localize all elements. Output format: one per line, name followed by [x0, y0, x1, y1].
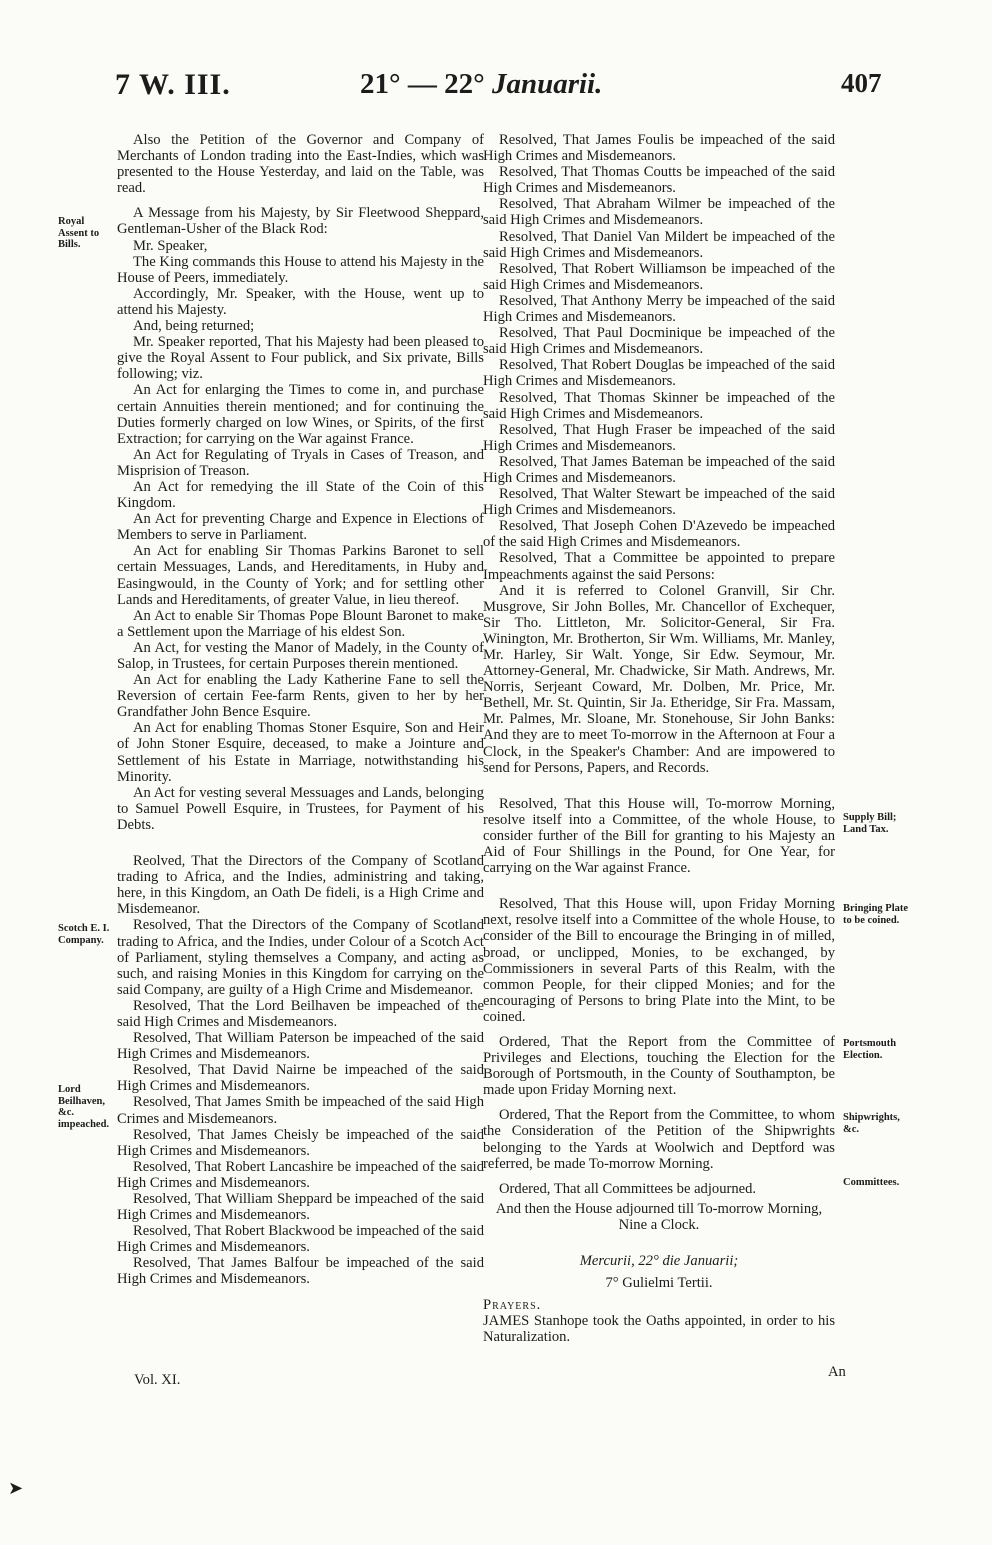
paragraph: An Act to enable Sir Thomas Pope Blount Baronet to make a Settlement upon the Marriage of his eldest Son. — [117, 607, 484, 640]
paragraph: An Act for vesting several Messuages and Lands, belonging to Samuel Powell Esquire, in Trustees, for Payment of his Debts. — [117, 784, 484, 833]
paragraph: An Act for enabling Sir Thomas Parkins Baronet to sell certain Messuages, Lands, and Hereditaments, in Huby and Easingwould, in the County of York; and for settling other Lands and Hereditaments, of greater Value, in lieu thereof. — [117, 543, 484, 608]
header-center — [360, 68, 602, 101]
paragraph: Resolved, That a Committee be appointed to prepare Impeachments against the said Persons: — [483, 550, 835, 583]
paragraph: Mr. Speaker reported, That his Majesty had been pleased to give the Royal Assent to Four publick, and Six private, Bills following; viz. — [117, 334, 484, 383]
paragraph: Resolved, That Robert Lancashire be impeached of the said High Crimes and Misdemeanors. — [117, 1158, 484, 1191]
paragraph: Resolved, That William Paterson be impeached of the said High Crimes and Misdemeanors. — [117, 1030, 484, 1063]
paragraph: Resolved, That Daniel Van Mildert be impeached of the said High Crimes and Misdemeanors. — [483, 228, 835, 261]
paragraph: Ordered, That all Committees be adjourned. — [499, 1180, 757, 1197]
paragraph: Ordered, That the Report from the Committee, to whom the Consideration of the Petition of the Shipwrights belonging to the Yards at Woolwich and Deptford was referred, be made To-morrow Morning. — [483, 1107, 835, 1172]
margin-note-plate: Bringing Plate to be coined. — [843, 903, 909, 926]
paragraph: Also the Petition of the Governor and Company of Merchants of London trading into the East-Indies, which was presented to the House Yesterday, and laid on the Table, was read. — [117, 132, 484, 197]
page-number: 407 — [841, 68, 882, 98]
margin-note-royal-assent: Royal Assent to Bills. — [58, 216, 100, 250]
paragraph: Resolved, That Abraham Wilmer be impeached of the said High Crimes and Misdemeanors. — [483, 196, 835, 229]
paragraph: Resolved, That Robert Douglas be impeached of the said High Crimes and Misdemeanors. — [483, 357, 835, 390]
paragraph: An Act for enabling the Lady Katherine Fane to sell the Reversion of certain Fee-farm Rents, given to her by her Grandfather John Bence Esquire. — [117, 672, 484, 721]
paragraph: Resolved, That Anthony Merry be impeached of the said High Crimes and Misdemeanors. — [483, 292, 835, 326]
paragraph: Resolved, That Paul Docminique be impeached of the said High Crimes and Misdemeanors. — [483, 325, 835, 358]
paragraph: And, being returned; — [133, 318, 255, 335]
right-column — [483, 132, 835, 1345]
paragraph: An Act for enabling Thomas Stoner Esquire, Son and Heir of John Stoner Esquire, deceased, to make a Jointure and Settlement of his Estate in Marriage, notwithstanding his Minority. — [117, 720, 484, 785]
margin-note-committees: Committees. — [843, 1177, 900, 1188]
paragraph: Resolved, That Thomas Skinner be impeached of the said High Crimes and Misdemeanors. — [483, 389, 835, 422]
paragraph: An Act for Regulating of Tryals in Cases of Treason, and Misprision of Treason. — [117, 446, 484, 479]
catchword: An — [828, 1364, 846, 1380]
left-column — [117, 132, 484, 1288]
paragraph: An Act for preventing Charge and Expence in Elections of Members to serve in Parliament. — [117, 511, 484, 544]
paragraph: An Act for enlarging the Times to come in, and purchase certain Annuities therein mentioned; and for continuing the Duties formerly charged on low Wines, or Spirits, of the first Extraction; for carrying on the War against France. — [117, 382, 484, 447]
margin-note-portsmouth: Portsmouth Election. — [843, 1038, 897, 1061]
paragraph: Resolved, That Hugh Fraser be impeached of the said High Crimes and Misdemeanors. — [483, 421, 835, 454]
page-header — [0, 64, 992, 114]
header-month: Januarii. — [491, 68, 603, 100]
paragraph: Resolved, That David Nairne be impeached of the said High Crimes and Misdemeanors. — [117, 1062, 484, 1095]
paragraph: Resolved, That James Bateman be impeached of the said High Crimes and Misdemeanors. — [483, 453, 835, 486]
paragraph: Resolved, That James Smith be impeached of the said High Crimes and Misdemeanors. — [117, 1094, 484, 1127]
paragraph: Resolved, That Robert Williamson be impeached of the said High Crimes and Misdemeanors. — [483, 260, 835, 293]
signature-mark: Vol. XI. — [134, 1372, 181, 1388]
margin-arrow-icon: ➤ — [8, 1478, 24, 1498]
paragraph: Resolved, That this House will, To-morrow Morning, resolve itself into a Committee, of the whole House, to consider further of the Bill for granting to his Majesty an Aid of Four Shillings in the Pound, for One Year, for carrying on the War against France. — [483, 795, 835, 877]
paragraph: An Act for remedying the ill State of the Coin of this Kingdom. — [117, 478, 484, 512]
paragraph: Resolved, That Thomas Coutts be impeached of the said High Crimes and Misdemeanors. — [483, 164, 835, 197]
margin-note-scotch: Scotch E. I. Company. — [58, 923, 110, 946]
paragraph: Ordered, That the Report from the Committee of Privileges and Elections, touching the Election for the Borough of Portsmouth, in the County of Southampton, be made upon Friday Morning next. — [483, 1033, 835, 1099]
paragraph: Resolved, That James Balfour be impeached of the said High Crimes and Misdemeanors. — [117, 1255, 484, 1288]
paragraph: Accordingly, Mr. Speaker, with the House, went up to attend his Majesty. — [117, 285, 484, 318]
margin-note-supply: Supply Bill; Land Tax. — [843, 812, 897, 835]
prayers-heading: Prayers. — [483, 1297, 542, 1314]
header-left: 7 W. III. — [115, 68, 231, 101]
paragraph: Resolved, That William Sheppard be impeached of the said High Crimes and Misdemeanors. — [117, 1191, 484, 1224]
paragraph: An Act, for vesting the Manor of Madely, in the County of Salop, in Trustees, for certain Purposes therein mentioned. — [117, 639, 484, 672]
paragraph: And it is referred to Colonel Granvill, Sir Chr. Musgrove, Sir John Bolles, Mr. Chancellor of Exchequer, Sir Tho. Littleton, Mr. Solicitor-General, Sir Fra. Winington, Mr. Brotherton, Sir Wm. Williams, Mr. Manley, Mr. Harley, Sir Walt. Yonge, Sir Edw. Seymour, Mr. Attorney-General, Mr. Chadwicke, Sir Math. Andrews, Mr. Norris, Serjeant Coward, Mr. Dolben, Mr. Price, Mr. Bethell, Mr. St. Quintin, Sir Ja. Etheridge, Sir Fra. Massam, Mr. Palmes, Mr. Sloane, Mr. Stonehouse, Sir John Banks: And they are to meet To-morrow in the Afternoon at Four a Clock, in the Speaker's Chamber: And are impowered to send for Persons, Papers, and Records. — [483, 582, 835, 776]
paragraph: Resolved, That Walter Stewart be impeached of the said High Crimes and Misdemeanors. — [483, 486, 835, 519]
paragraph: Resolved, That Joseph Cohen D'Azevedo be impeached of the said High Crimes and Misdemeanors. — [483, 518, 835, 551]
margin-note-shipwrights: Shipwrights, &c. — [843, 1112, 900, 1135]
paragraph: Resolved, That this House will, upon Friday Morning next, resolve itself into a Committee of the whole House, to consider of the Bill to encourage the Bringing in of milled, broad, or unclipped, Monies, to be exchanged, by Commissioners in several Parts of this Realm, with the common People, for their clipped Monies; and for the encouraging of Persons to bring Plate into the Mint, to be coined. — [483, 896, 835, 1025]
margin-note-beilhaven: Lord Beilhaven, &c. impeached. — [58, 1084, 110, 1130]
paragraph: Mr. Speaker, — [133, 237, 208, 254]
paragraph: Resolved, That James Cheisly be impeached of the said High Crimes and Misdemeanors. — [117, 1126, 484, 1159]
paragraph: Resolved, That James Foulis be impeached of the said High Crimes and Misdemeanors. — [483, 132, 835, 165]
paragraph: The King commands this House to attend his Majesty in the House of Peers, immediately. — [117, 253, 484, 286]
regnal-year: 7° Gulielmi Tertii. — [605, 1275, 713, 1292]
paragraph: Resolved, That the Directors of the Company of Scotland trading to Africa, and the Indies, under Colour of a Scotch Act of Parliament, styling themselves a Company, and acting as such, and raising Monies in this Kingdom for carrying on the said Company, are guilty of a High Crime and Misdemeanor. — [117, 917, 484, 998]
adjournment: And then the House adjourned till To-morrow Morning, Nine a Clock. — [495, 1200, 823, 1233]
paragraph: Reolved, That the Directors of the Company of Scotland trading to Africa, and the Indies, administring and taking, here, in this Kingdom, an Oath De fideli, is a High Crime and Misdemeanor. — [117, 853, 484, 918]
paragraph: Resolved, That the Lord Beilhaven be impeached of the said High Crimes and Misdemeanors. — [117, 997, 484, 1030]
paragraph: A Message from his Majesty, by Sir Fleetwood Sheppard, Gentleman-Usher of the Black Rod: — [117, 205, 484, 238]
naturalization-paragraph: JAMES Stanhope took the Oaths appointed, in order to his Naturalization. — [483, 1313, 835, 1346]
header-dates: 21° — 22° — [360, 68, 485, 100]
date-heading: Mercurii, 22° die Januarii; — [579, 1253, 739, 1269]
paragraph: Resolved, That Robert Blackwood be impeached of the said High Crimes and Misdemeanors. — [117, 1223, 484, 1256]
